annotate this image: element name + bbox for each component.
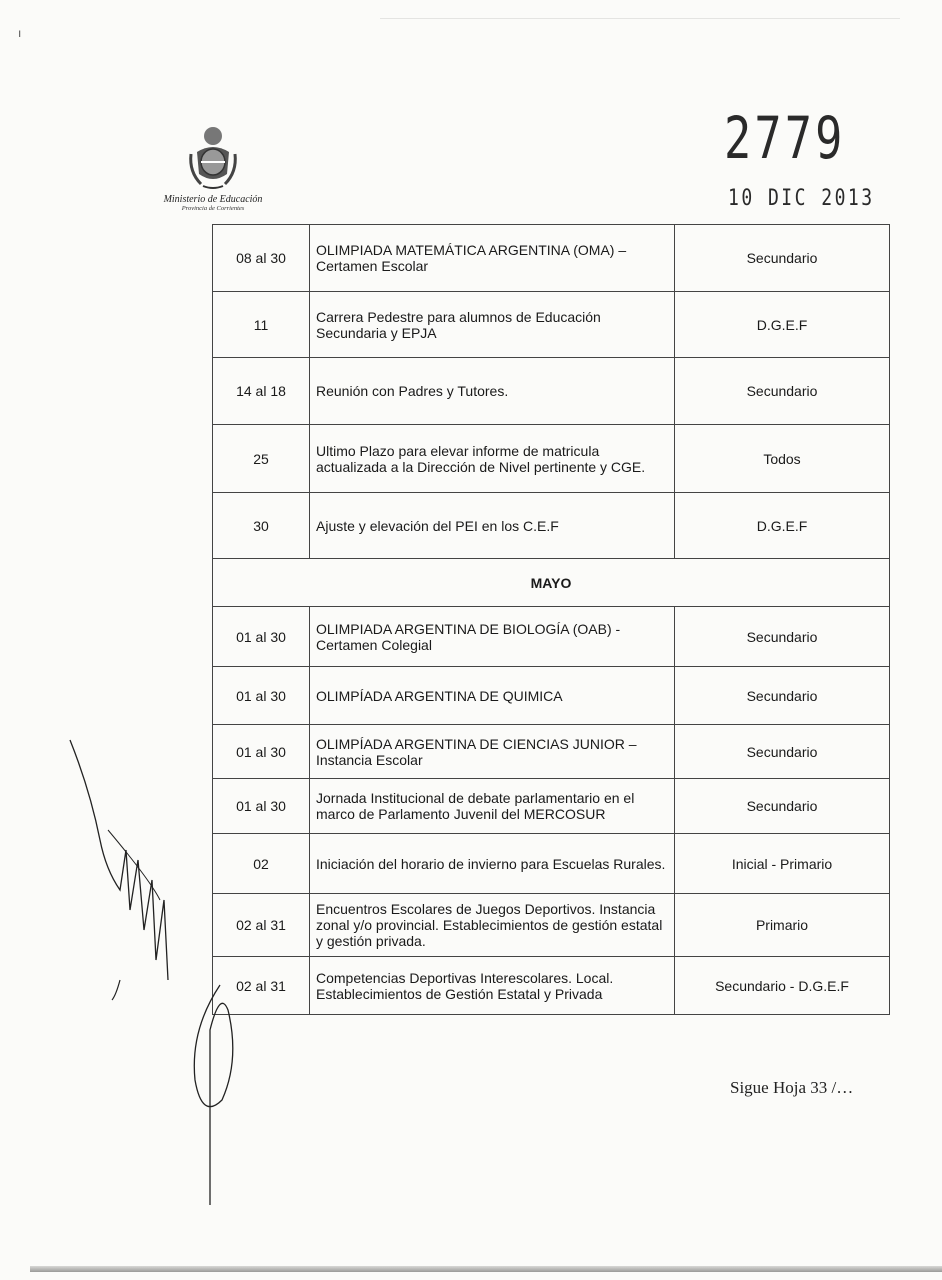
date-cell: 01 al 30	[213, 725, 310, 779]
table-row	[213, 834, 890, 894]
activities-table	[212, 224, 890, 1015]
activity-cell: Ajuste y elevación del PEI en los C.E.F	[310, 493, 675, 559]
table-row	[213, 425, 890, 493]
level-cell: Secundario	[675, 358, 890, 425]
scan-edge-top	[380, 18, 900, 19]
date-cell: 02 al 31	[213, 957, 310, 1015]
date-cell: 02	[213, 834, 310, 894]
activity-cell: Iniciación del horario de invierno para Escuelas Rurales.	[310, 834, 675, 894]
level-cell: D.G.E.F	[675, 493, 890, 559]
table-row	[213, 957, 890, 1015]
date-cell: 01 al 30	[213, 667, 310, 725]
resolution-number-stamp: 2779	[724, 104, 846, 172]
scan-edge-bottom	[30, 1266, 942, 1272]
level-cell: Todos	[675, 425, 890, 493]
activity-cell: OLIMPIADA ARGENTINA DE BIOLOGÍA (OAB) - Certamen Colegial	[310, 607, 675, 667]
activity-cell: Ultimo Plazo para elevar informe de matricula actualizada a la Dirección de Nivel pertinente y CGE.	[310, 425, 675, 493]
level-cell: Inicial - Primario	[675, 834, 890, 894]
table-row	[213, 292, 890, 358]
activity-cell: Jornada Institucional de debate parlamentario en el marco de Parlamento Juvenil del MERCOSUR	[310, 779, 675, 834]
level-cell: D.G.E.F	[675, 292, 890, 358]
date-cell: 14 al 18	[213, 358, 310, 425]
date-cell: 11	[213, 292, 310, 358]
date-stamp: 10 DIC 2013	[728, 186, 875, 211]
coat-of-arms-icon	[187, 124, 239, 192]
table-row	[213, 358, 890, 425]
continuation-note: Sigue Hoja 33 /…	[730, 1078, 854, 1097]
level-cell: Secundario	[675, 607, 890, 667]
table-row	[213, 725, 890, 779]
activity-cell: OLIMPÍADA ARGENTINA DE CIENCIAS JUNIOR – Instancia Escolar	[310, 725, 675, 779]
date-cell: 08 al 30	[213, 225, 310, 292]
province-name: Provincia de Corrientes	[181, 205, 245, 212]
activity-cell: Encuentros Escolares de Juegos Deportivos. Instancia zonal y/o provincial. Establecimientos de gestión estatal y gestión privada.	[310, 894, 675, 957]
date-cell: 30	[213, 493, 310, 559]
date-cell: 01 al 30	[213, 779, 310, 834]
activity-cell: Carrera Pedestre para alumnos de Educación Secundaria y EPJA	[310, 292, 675, 358]
activity-cell: OLIMPÍADA ARGENTINA DE QUIMICA	[310, 667, 675, 725]
month-header: MAYO	[213, 559, 890, 607]
level-cell: Secundario	[675, 725, 890, 779]
ministry-name: Ministerio de Educación	[163, 194, 263, 205]
table-row	[213, 225, 890, 292]
table-row	[213, 667, 890, 725]
activity-cell: Competencias Deportivas Interescolares. Local. Establecimientos de Gestión Estatal y Privada	[310, 957, 675, 1015]
handwritten-signature	[60, 730, 250, 1210]
level-cell: Secundario	[675, 667, 890, 725]
date-cell: 01 al 30	[213, 607, 310, 667]
table-row	[213, 779, 890, 834]
activity-cell: OLIMPIADA MATEMÁTICA ARGENTINA (OMA) – Certamen Escolar	[310, 225, 675, 292]
table-row	[213, 607, 890, 667]
level-cell: Secundario	[675, 225, 890, 292]
table-row	[213, 493, 890, 559]
date-cell: 25	[213, 425, 310, 493]
activity-cell: Reunión con Padres y Tutores.	[310, 358, 675, 425]
level-cell: Primario	[675, 894, 890, 957]
date-cell: 02 al 31	[213, 894, 310, 957]
ministry-header	[146, 124, 280, 212]
table-row	[213, 894, 890, 957]
scan-speck: ı	[18, 26, 22, 40]
level-cell: Secundario - D.G.E.F	[675, 957, 890, 1015]
month-row	[213, 559, 890, 607]
level-cell: Secundario	[675, 779, 890, 834]
